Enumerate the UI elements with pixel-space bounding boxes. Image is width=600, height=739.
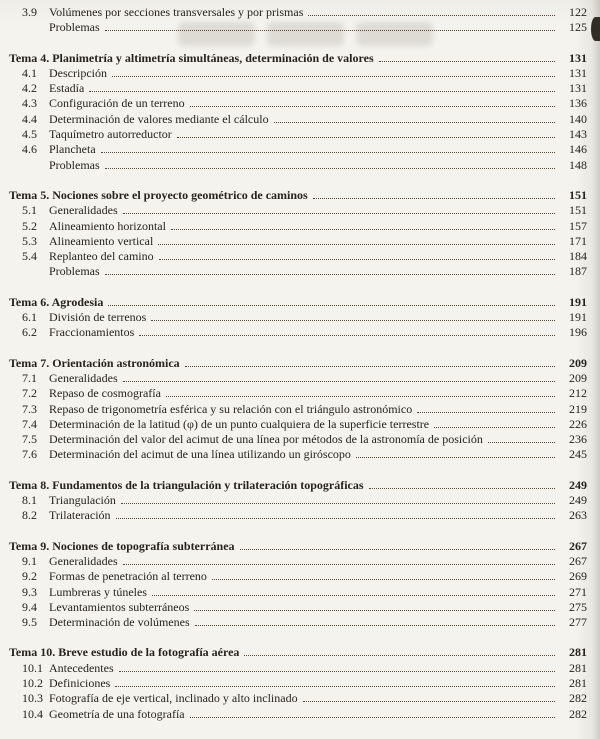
toc-entry-page: 209 xyxy=(569,370,587,385)
toc-entry-number: 9.4 xyxy=(22,599,37,614)
toc-entry-title: Determinación de valores mediante el cálculo xyxy=(49,111,269,126)
toc-entry-page: 282 xyxy=(569,706,587,721)
toc-entry xyxy=(22,402,587,417)
toc-entry-page: 236 xyxy=(569,432,587,447)
dot-leader xyxy=(119,671,555,672)
toc-entry-number: 7.3 xyxy=(22,401,37,416)
toc-entry xyxy=(22,142,587,157)
toc-entry-number: 3.9 xyxy=(22,5,37,19)
toc-entry-title: Determinación del acimut de una línea utilizando un giróscopo xyxy=(49,447,351,462)
dot-leader xyxy=(108,305,555,306)
toc-entry-number: 10.4 xyxy=(22,706,43,721)
toc-entry-title: Problemas xyxy=(49,157,100,172)
toc-entry-title: Generalidades xyxy=(49,370,118,385)
toc-entry-page: 277 xyxy=(569,615,587,630)
toc-entry-number: 5.2 xyxy=(22,218,37,233)
toc-entry-title: Fotografía de eje vertical, inclinado y alto inclinado xyxy=(49,691,298,706)
toc-entry-page: 209 xyxy=(569,355,587,370)
toc-entry-page: 245 xyxy=(569,447,587,462)
toc-entry xyxy=(22,432,587,447)
toc-entry-title: Taquímetro autorreductor xyxy=(49,127,172,142)
ink-blot xyxy=(591,17,600,41)
toc-entry-title: Formas de penetración al terreno xyxy=(49,569,207,584)
toc-entry-page: 151 xyxy=(569,187,587,202)
dot-leader xyxy=(158,244,555,245)
toc-entry-number: 5.1 xyxy=(22,203,37,218)
toc-entry-title: Geometría de una fotografía xyxy=(49,706,185,721)
dot-leader xyxy=(115,686,555,687)
toc-entry-title: Volúmenes por secciones transversales y por prismas xyxy=(49,5,304,19)
toc-entry-page: 187 xyxy=(569,264,587,279)
dot-leader xyxy=(123,213,555,214)
dot-leader xyxy=(121,503,555,504)
toc-entry-title: Problemas xyxy=(49,20,100,35)
toc-entry-number: 7.4 xyxy=(22,416,37,431)
toc-entry-number: 6.2 xyxy=(22,325,37,340)
toc-entry-title: Estadía xyxy=(49,81,85,96)
toc-entry-number: 9.3 xyxy=(22,584,37,599)
toc-entry xyxy=(22,661,587,676)
dot-leader xyxy=(379,61,555,62)
toc-entry-number: 8.2 xyxy=(22,508,37,523)
dot-leader xyxy=(434,427,555,428)
toc-entry-title: Definiciones xyxy=(49,675,111,690)
toc-entry-title: Problemas xyxy=(49,264,100,279)
toc-entry-number: 7.2 xyxy=(22,386,37,401)
dot-leader xyxy=(212,579,555,580)
toc-entry-page: 125 xyxy=(569,20,587,35)
toc-entry xyxy=(22,158,587,173)
dot-leader xyxy=(123,381,555,382)
toc-entry xyxy=(9,539,587,554)
toc-entry-title: Tema 7. Orientación astronómica xyxy=(9,355,180,370)
toc-entry xyxy=(22,493,587,508)
dot-leader xyxy=(244,655,555,656)
toc-entry-title: Repaso de cosmografía xyxy=(49,386,161,401)
toc-entry-number: 8.1 xyxy=(22,493,37,508)
toc-entry-page: 267 xyxy=(569,553,587,568)
toc-entry-page: 196 xyxy=(569,325,587,340)
toc-entry-page: 191 xyxy=(569,294,587,309)
dot-leader xyxy=(116,518,555,519)
dot-leader xyxy=(274,122,555,123)
toc-entry-title: Replanteo del camino xyxy=(49,249,154,264)
toc-entry-page: 131 xyxy=(569,81,587,96)
toc-entry xyxy=(22,96,587,111)
toc-entry xyxy=(22,127,587,142)
toc-entry-page: 136 xyxy=(569,96,587,111)
toc-entry xyxy=(9,645,587,660)
toc-entry-number: 5.3 xyxy=(22,233,37,248)
toc-entry xyxy=(9,478,587,493)
toc-entry-page: 171 xyxy=(569,233,587,248)
toc-entry-title: Fraccionamientos xyxy=(49,325,135,340)
toc-entry-page: 267 xyxy=(569,538,587,553)
toc-entry xyxy=(22,219,587,234)
toc-entry xyxy=(22,707,587,722)
toc-entry-number: 6.1 xyxy=(22,310,37,325)
toc-entry xyxy=(22,569,587,584)
toc-entry-number: 4.3 xyxy=(22,96,37,111)
toc-entry xyxy=(22,615,587,630)
toc-entry-title: Tema 10. Breve estudio de la fotografía aérea xyxy=(9,645,240,660)
toc-entry-number: 10.2 xyxy=(22,675,43,690)
toc-entry-number: 4.4 xyxy=(22,111,37,126)
toc-entry-page: 191 xyxy=(569,310,587,325)
toc-entry xyxy=(22,325,587,340)
toc-entry-title: Generalidades xyxy=(49,553,118,568)
toc-entry-title: Triangulación xyxy=(49,493,116,508)
dot-leader xyxy=(303,701,555,702)
toc-entry-page: 271 xyxy=(569,584,587,599)
toc-entry xyxy=(22,585,587,600)
toc-entry-number: 10.3 xyxy=(22,691,43,706)
toc-entry-page: 219 xyxy=(569,401,587,416)
toc-entry xyxy=(22,508,587,523)
dot-leader xyxy=(417,412,555,413)
toc-entry xyxy=(22,691,587,706)
toc-entry xyxy=(22,5,587,20)
dot-leader xyxy=(177,137,555,138)
toc-entry xyxy=(22,112,587,127)
toc-entry-page: 148 xyxy=(569,157,587,172)
toc-entry xyxy=(22,310,587,325)
toc-entry-title: Determinación del valor del acimut de una línea por métodos de la astronomía de posición xyxy=(49,432,483,447)
dot-leader xyxy=(101,152,555,153)
dot-leader xyxy=(194,610,555,611)
toc-entry-number: 9.2 xyxy=(22,569,37,584)
toc-entry-title: Antecedentes xyxy=(49,660,114,675)
toc-entry xyxy=(22,371,587,386)
toc-entry-page: 143 xyxy=(569,127,587,142)
toc-entry-title: Descripción xyxy=(49,65,107,80)
toc-entry-title: Trilateración xyxy=(49,508,111,523)
toc-entry-title: Tema 8. Fundamentos de la triangulación y trilateración topográficas xyxy=(9,477,364,492)
toc-entry-number: 7.1 xyxy=(22,370,37,385)
toc-entry xyxy=(22,386,587,401)
toc-entry-page: 157 xyxy=(569,218,587,233)
toc-entry-page: 131 xyxy=(569,65,587,80)
toc-entry-number: 7.5 xyxy=(22,432,37,447)
dot-leader xyxy=(185,366,555,367)
dot-leader xyxy=(89,91,555,92)
toc-entry xyxy=(22,417,587,432)
toc-entry xyxy=(22,81,587,96)
toc-entry-page: 281 xyxy=(569,645,587,660)
toc-entry xyxy=(22,203,587,218)
toc-entry-title: Alineamiento horizontal xyxy=(49,218,166,233)
toc-entry-number: 5.4 xyxy=(22,249,37,264)
toc-entry-number: 9.5 xyxy=(22,615,37,630)
toc-entry-page: 275 xyxy=(569,599,587,614)
toc-entry-page: 151 xyxy=(569,203,587,218)
toc-entry-title: Configuración de un terreno xyxy=(49,96,185,111)
toc-entry xyxy=(22,264,587,279)
dot-leader xyxy=(151,320,555,321)
toc-entry-page: 281 xyxy=(569,660,587,675)
toc-entry-number: 4.5 xyxy=(22,127,37,142)
dot-leader xyxy=(152,595,555,596)
toc-entry-number: 10.1 xyxy=(22,660,43,675)
toc-entry-page: 184 xyxy=(569,249,587,264)
toc-entry-page: 249 xyxy=(569,493,587,508)
toc-entry-number: 4.1 xyxy=(22,65,37,80)
dot-leader xyxy=(105,274,555,275)
table-of-contents xyxy=(9,5,587,722)
toc-entry xyxy=(22,447,587,462)
dot-leader xyxy=(369,488,555,489)
toc-entry xyxy=(9,51,587,66)
dot-leader xyxy=(105,30,555,31)
dot-leader xyxy=(139,335,555,336)
dot-leader xyxy=(112,76,555,77)
page-edge-shadow xyxy=(592,0,600,739)
dot-leader xyxy=(313,198,555,199)
toc-entry-title: Tema 4. Planimetría y altimetría simultáneas, determinación de valores xyxy=(9,50,374,65)
dot-leader xyxy=(166,396,555,397)
toc-entry xyxy=(9,295,587,310)
dot-leader xyxy=(240,549,555,550)
toc-entry-page: 269 xyxy=(569,569,587,584)
dot-leader xyxy=(190,106,555,107)
toc-entry-page: 263 xyxy=(569,508,587,523)
dot-leader xyxy=(105,168,555,169)
toc-entry-title: Plancheta xyxy=(49,142,96,157)
toc-entry-page: 140 xyxy=(569,111,587,126)
toc-entry-title: Levantamientos subterráneos xyxy=(49,599,190,614)
toc-entry xyxy=(22,249,587,264)
toc-entry-title: Determinación de la latitud (φ) de un punto cualquiera de la superficie terrestre xyxy=(49,416,430,431)
toc-entry-title: Tema 5. Nociones sobre el proyecto geométrico de caminos xyxy=(9,187,308,202)
dot-leader xyxy=(195,625,555,626)
toc-entry-number: 4.2 xyxy=(22,81,37,96)
toc-entry-title: Tema 6. Agrodesia xyxy=(9,294,104,309)
toc-entry-number: 7.6 xyxy=(22,447,37,462)
dot-leader xyxy=(488,442,555,443)
dot-leader xyxy=(159,259,555,260)
toc-entry-number: 9.1 xyxy=(22,553,37,568)
toc-entry-page: 281 xyxy=(569,675,587,690)
toc-entry xyxy=(22,234,587,249)
toc-entry xyxy=(22,600,587,615)
dot-leader xyxy=(308,15,555,16)
toc-entry xyxy=(9,356,587,371)
toc-entry xyxy=(22,20,587,35)
toc-entry-page: 131 xyxy=(569,50,587,65)
toc-entry-title: Determinación de volúmenes xyxy=(49,615,190,630)
toc-entry-title: Repaso de trigonometría esférica y su relación con el triángulo astronómico xyxy=(49,401,413,416)
dot-leader xyxy=(356,457,555,458)
toc-entry-title: Alineamiento vertical xyxy=(49,233,154,248)
toc-entry-page: 249 xyxy=(569,477,587,492)
toc-entry-title: División de terrenos xyxy=(49,310,147,325)
toc-entry-number: 4.6 xyxy=(22,142,37,157)
toc-entry-page: 226 xyxy=(569,416,587,431)
toc-entry-title: Tema 9. Nociones de topografía subterránea xyxy=(9,538,235,553)
toc-entry-page: 122 xyxy=(569,5,587,19)
toc-entry xyxy=(22,676,587,691)
toc-entry xyxy=(22,66,587,81)
dot-leader xyxy=(123,564,555,565)
toc-entry-page: 146 xyxy=(569,142,587,157)
dot-leader xyxy=(171,229,555,230)
toc-entry xyxy=(22,554,587,569)
toc-entry-title: Generalidades xyxy=(49,203,118,218)
toc-entry-title: Lumbreras y túneles xyxy=(49,584,147,599)
toc-entry-page: 212 xyxy=(569,386,587,401)
toc-entry-page: 282 xyxy=(569,691,587,706)
toc-entry xyxy=(9,188,587,203)
dot-leader xyxy=(190,717,555,718)
